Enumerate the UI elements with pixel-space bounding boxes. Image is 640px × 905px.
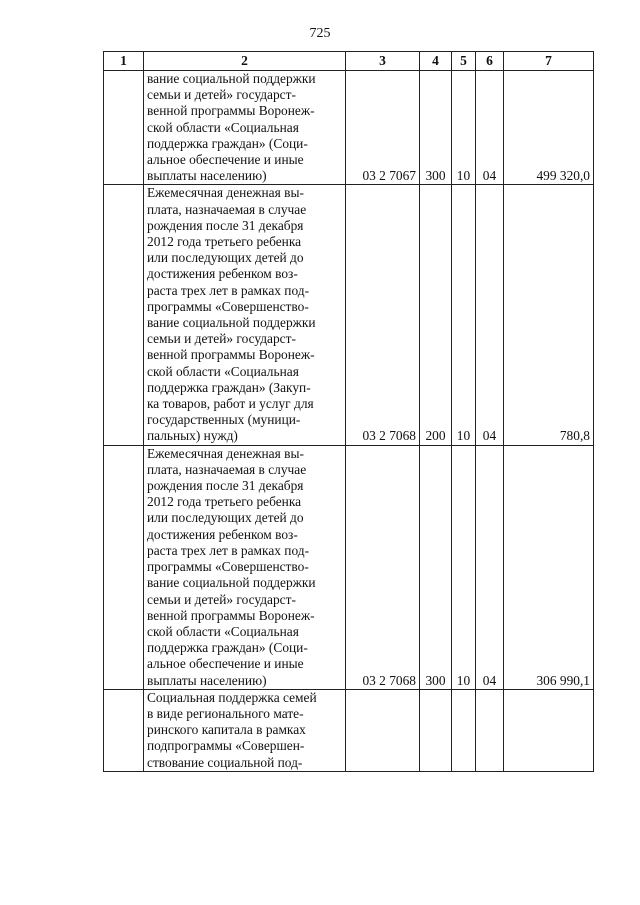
header-col-7: 7	[504, 52, 594, 71]
col6-cell: 04	[476, 185, 504, 445]
code-cell: 03 2 7068	[346, 185, 420, 445]
description-cell: Ежемесячная денежная вы- плата, назначаемая в случае рождения после 31 декабря 2012 года третьего ребенка или последующих детей до достижения ребенком воз- раста трех лет в рамках под- программы «Совершенство- вание социальной поддержки семьи и детей» государст- венной программы Воронеж- ской области «Социальная поддержка граждан» (Соци- альное обеспечение и иные выплаты населению)	[144, 445, 346, 689]
header-col-3: 3	[346, 52, 420, 71]
col4-cell	[420, 689, 452, 771]
col4-cell: 300	[420, 71, 452, 185]
header-col-6: 6	[476, 52, 504, 71]
header-col-5: 5	[452, 52, 476, 71]
header-col-1: 1	[104, 52, 144, 71]
col5-cell: 10	[452, 445, 476, 689]
col6-cell	[476, 689, 504, 771]
header-row	[104, 52, 594, 71]
col5-cell: 10	[452, 71, 476, 185]
table-row	[104, 689, 594, 771]
header-col-4: 4	[420, 52, 452, 71]
row-index-cell	[104, 71, 144, 185]
row-index-cell	[104, 689, 144, 771]
description-cell: Социальная поддержка семей в виде регионального мате- ринского капитала в рамках подпрограммы «Совершен- ствование социальной под-	[144, 689, 346, 771]
amount-cell: 780,8	[504, 185, 594, 445]
header-col-2: 2	[144, 52, 346, 71]
amount-cell: 306 990,1	[504, 445, 594, 689]
col6-cell: 04	[476, 71, 504, 185]
col5-cell: 10	[452, 185, 476, 445]
description-cell: вание социальной поддержки семьи и детей» государст- венной программы Воронеж- ской области «Социальная поддержка граждан» (Соци- альное обеспечение и иные выплаты населению)	[144, 71, 346, 185]
description-cell: Ежемесячная денежная вы- плата, назначаемая в случае рождения после 31 декабря 2012 года третьего ребенка или последующих детей до достижения ребенком воз- раста трех лет в рамках под- программы «Совершенство- вание социальной поддержки семьи и детей» государст- венной программы Воронеж- ской области «Социальная поддержка граждан» (Закуп- ка товаров, работ и услуг для государственных (муници- пальных) нужд)	[144, 185, 346, 445]
table-row	[104, 445, 594, 689]
col5-cell	[452, 689, 476, 771]
code-cell: 03 2 7067	[346, 71, 420, 185]
table-row	[104, 185, 594, 445]
amount-cell	[504, 689, 594, 771]
code-cell: 03 2 7068	[346, 445, 420, 689]
row-index-cell	[104, 445, 144, 689]
table-row	[104, 71, 594, 185]
col4-cell: 200	[420, 185, 452, 445]
col6-cell: 04	[476, 445, 504, 689]
amount-cell: 499 320,0	[504, 71, 594, 185]
page-number: 725	[309, 26, 331, 41]
row-index-cell	[104, 185, 144, 445]
col4-cell: 300	[420, 445, 452, 689]
budget-table	[103, 51, 594, 772]
code-cell	[346, 689, 420, 771]
